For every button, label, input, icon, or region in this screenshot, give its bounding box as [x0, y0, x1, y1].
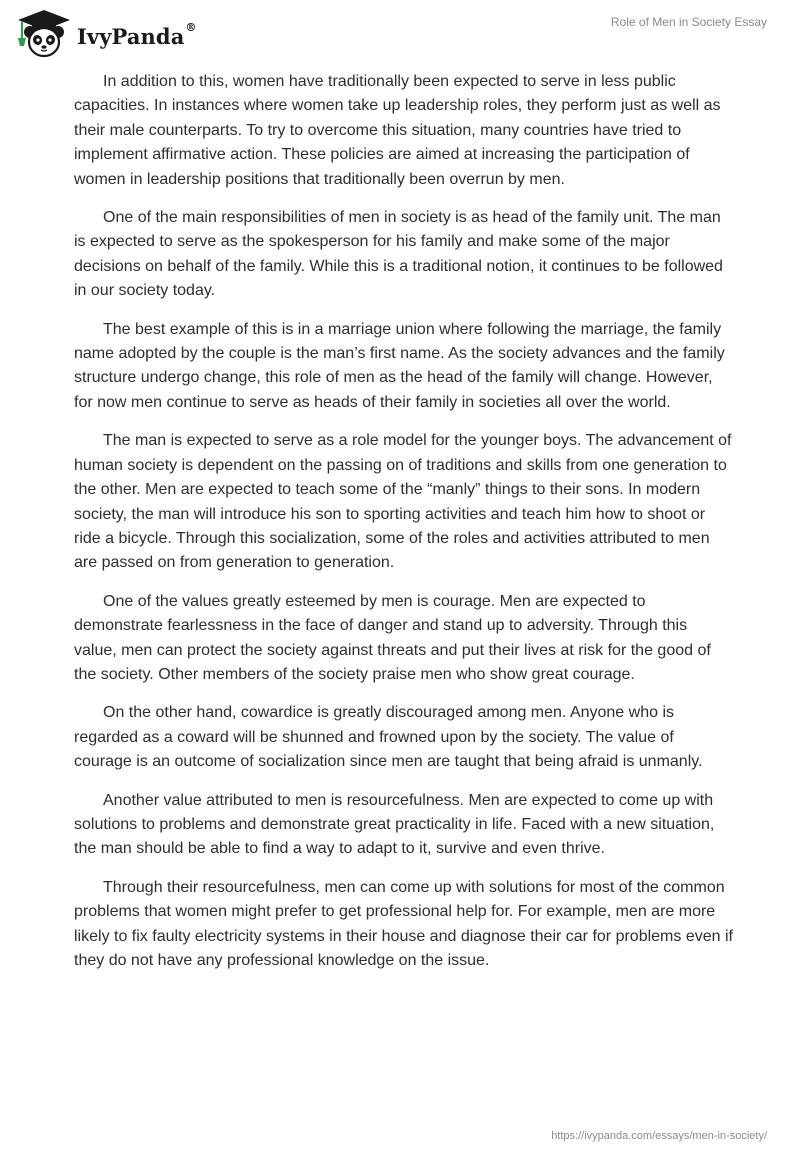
document-title: Role of Men in Society Essay — [610, 15, 767, 29]
registered-mark: ® — [185, 20, 197, 34]
page-header — [0, 0, 800, 70]
source-url[interactable]: https://ivypanda.com/essays/men-in-society/ — [551, 1130, 767, 1142]
paragraph: The man is expected to serve as a role model for the younger boys. The advancement of human society is dependent on the passing on of traditions and skills from one generation to the other. Men are expected to teach some of the “manly” things to their sons. In modern society, the man will introduce his son to sporting activities and teach him how to shoot or ride a bicycle. Through this socialization, some of the roles and activities attributed to men are passed on from generation to generation. — [74, 432, 732, 572]
paragraph: Another value attributed to men is resourcefulness. Men are expected to come up with solutions to problems and demonstrate great practicality in life. Faced with a new situation, the man should be able to find a way to adapt to it, survive and even thrive. — [74, 791, 715, 858]
panda-graduation-cap-icon — [14, 8, 74, 60]
paragraph: In addition to this, women have traditionally been expected to serve in less public capacities. In instances where women take up leadership roles, they perform just as well as their male counterparts. To try to overcome this situation, many countries have tried to implement affirmative action. These policies are aimed at increasing the participation of women in leadership positions that traditionally been overrun by men. — [74, 73, 721, 188]
paragraph: Through their resourcefulness, men can come up with solutions for most of the common problems that women might prefer to get professional help for. For example, men are more likely to fix faulty electricity systems in their house and diagnose their car for problems even if they do not have any professional knowledge on the issue. — [74, 878, 733, 969]
paragraph: One of the values greatly esteemed by men is courage. Men are expected to demonstrate fearlessness in the face of danger and stand up to adversity. Through this value, men can protect the society against threats and put their lives at risk for the good of the society. Other members of the society praise men who show great courage. — [74, 592, 711, 683]
paragraph: The best example of this is in a marriage union where following the marriage, the family name adopted by the couple is the man’s first name. As the society advances and the family structure undergo change, this role of men as the head of the family will change. However, for now men continue to serve as heads of their family in societies all over the world. — [74, 320, 725, 411]
essay-body — [74, 70, 734, 987]
ivypanda-logo[interactable] — [14, 8, 197, 60]
brand-name: IvyPanda® — [77, 20, 197, 49]
paragraph: On the other hand, cowardice is greatly discouraged among men. Anyone who is regarded as a coward will be shunned and frowned upon by the society. The value of courage is an outcome of socialization since men are taught that being afraid is unmanly. — [74, 704, 703, 771]
paragraph: One of the main responsibilities of men in society is as head of the family unit. The man is expected to serve as the spokesperson for his family and make some of the major decisions on behalf of the family. While this is a traditional notion, it continues to be followed in our society today. — [74, 209, 723, 300]
